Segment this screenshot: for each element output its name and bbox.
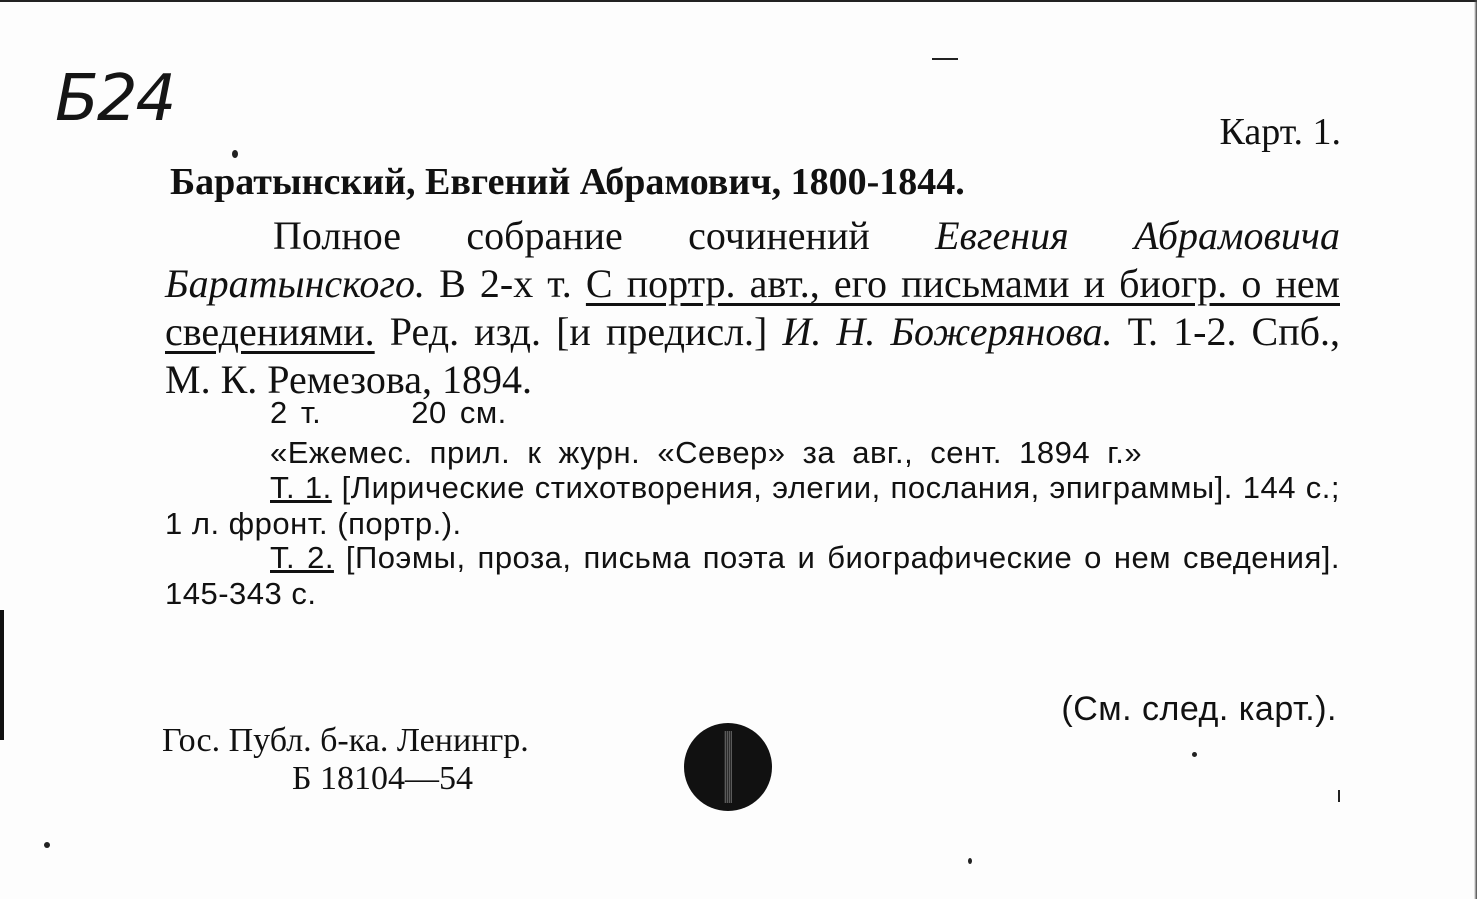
library-stamp <box>162 722 529 798</box>
volume-2-note <box>165 540 1340 612</box>
volume-2-label: Т. 2. <box>270 540 334 575</box>
series-note: «Ежемес. прил. к журн. «Север» за авг., сент. 1894 г.» <box>270 435 1143 470</box>
title-editor-prefix: Ред. изд. [и предисл.] <box>374 309 783 354</box>
card-left-edge <box>0 610 4 740</box>
speck <box>932 58 958 60</box>
title-volumes: В 2-х т. <box>424 261 586 306</box>
volume-count: 2 т. <box>270 395 322 430</box>
title-text: Полное собрание сочинений <box>273 213 936 258</box>
see-next-card-note: (См. след. карт.). <box>1061 690 1337 728</box>
title-contents-note: С портр. авт., его письмами и биогр. о нем сведениями. <box>165 261 1340 354</box>
library-name: Гос. Публ. б-ка. Ленингр. <box>162 722 529 759</box>
punch-hole <box>684 723 772 811</box>
speck <box>1338 790 1340 802</box>
book-size: 20 см. <box>411 395 507 430</box>
card-top-edge <box>0 0 1477 4</box>
author-name-italic: Евгения Абрамовича Баратынского. <box>165 213 1341 306</box>
handwritten-shelfmark: Б24 <box>55 62 175 136</box>
title-statement <box>165 212 1340 404</box>
volume-1-note <box>165 470 1340 542</box>
volume-1-text: [Лирические стихотворения, элегии, послания, эпиграммы]. 144 с.; 1 л. фронт. (портр.). <box>165 470 1340 541</box>
author-heading: Баратынский, Евгений Абрамович, 1800-1844. <box>170 161 965 203</box>
collation <box>270 396 507 430</box>
speck <box>968 858 972 864</box>
editor-name-italic: И. Н. Божерянова. <box>782 309 1113 354</box>
speck <box>1192 752 1197 757</box>
speck <box>232 150 238 158</box>
imprint: Т. 1-2. Спб., М. К. Ремезова, 1894. <box>165 309 1340 402</box>
volume-1-label: Т. 1. <box>270 470 332 505</box>
volume-2-text: [Поэмы, проза, письма поэта и биографические о нем сведения]. 145-343 с. <box>165 540 1340 611</box>
card-number: Карт. 1. <box>1219 111 1341 153</box>
library-code: Б 18104—54 <box>292 760 474 797</box>
speck <box>44 842 50 848</box>
